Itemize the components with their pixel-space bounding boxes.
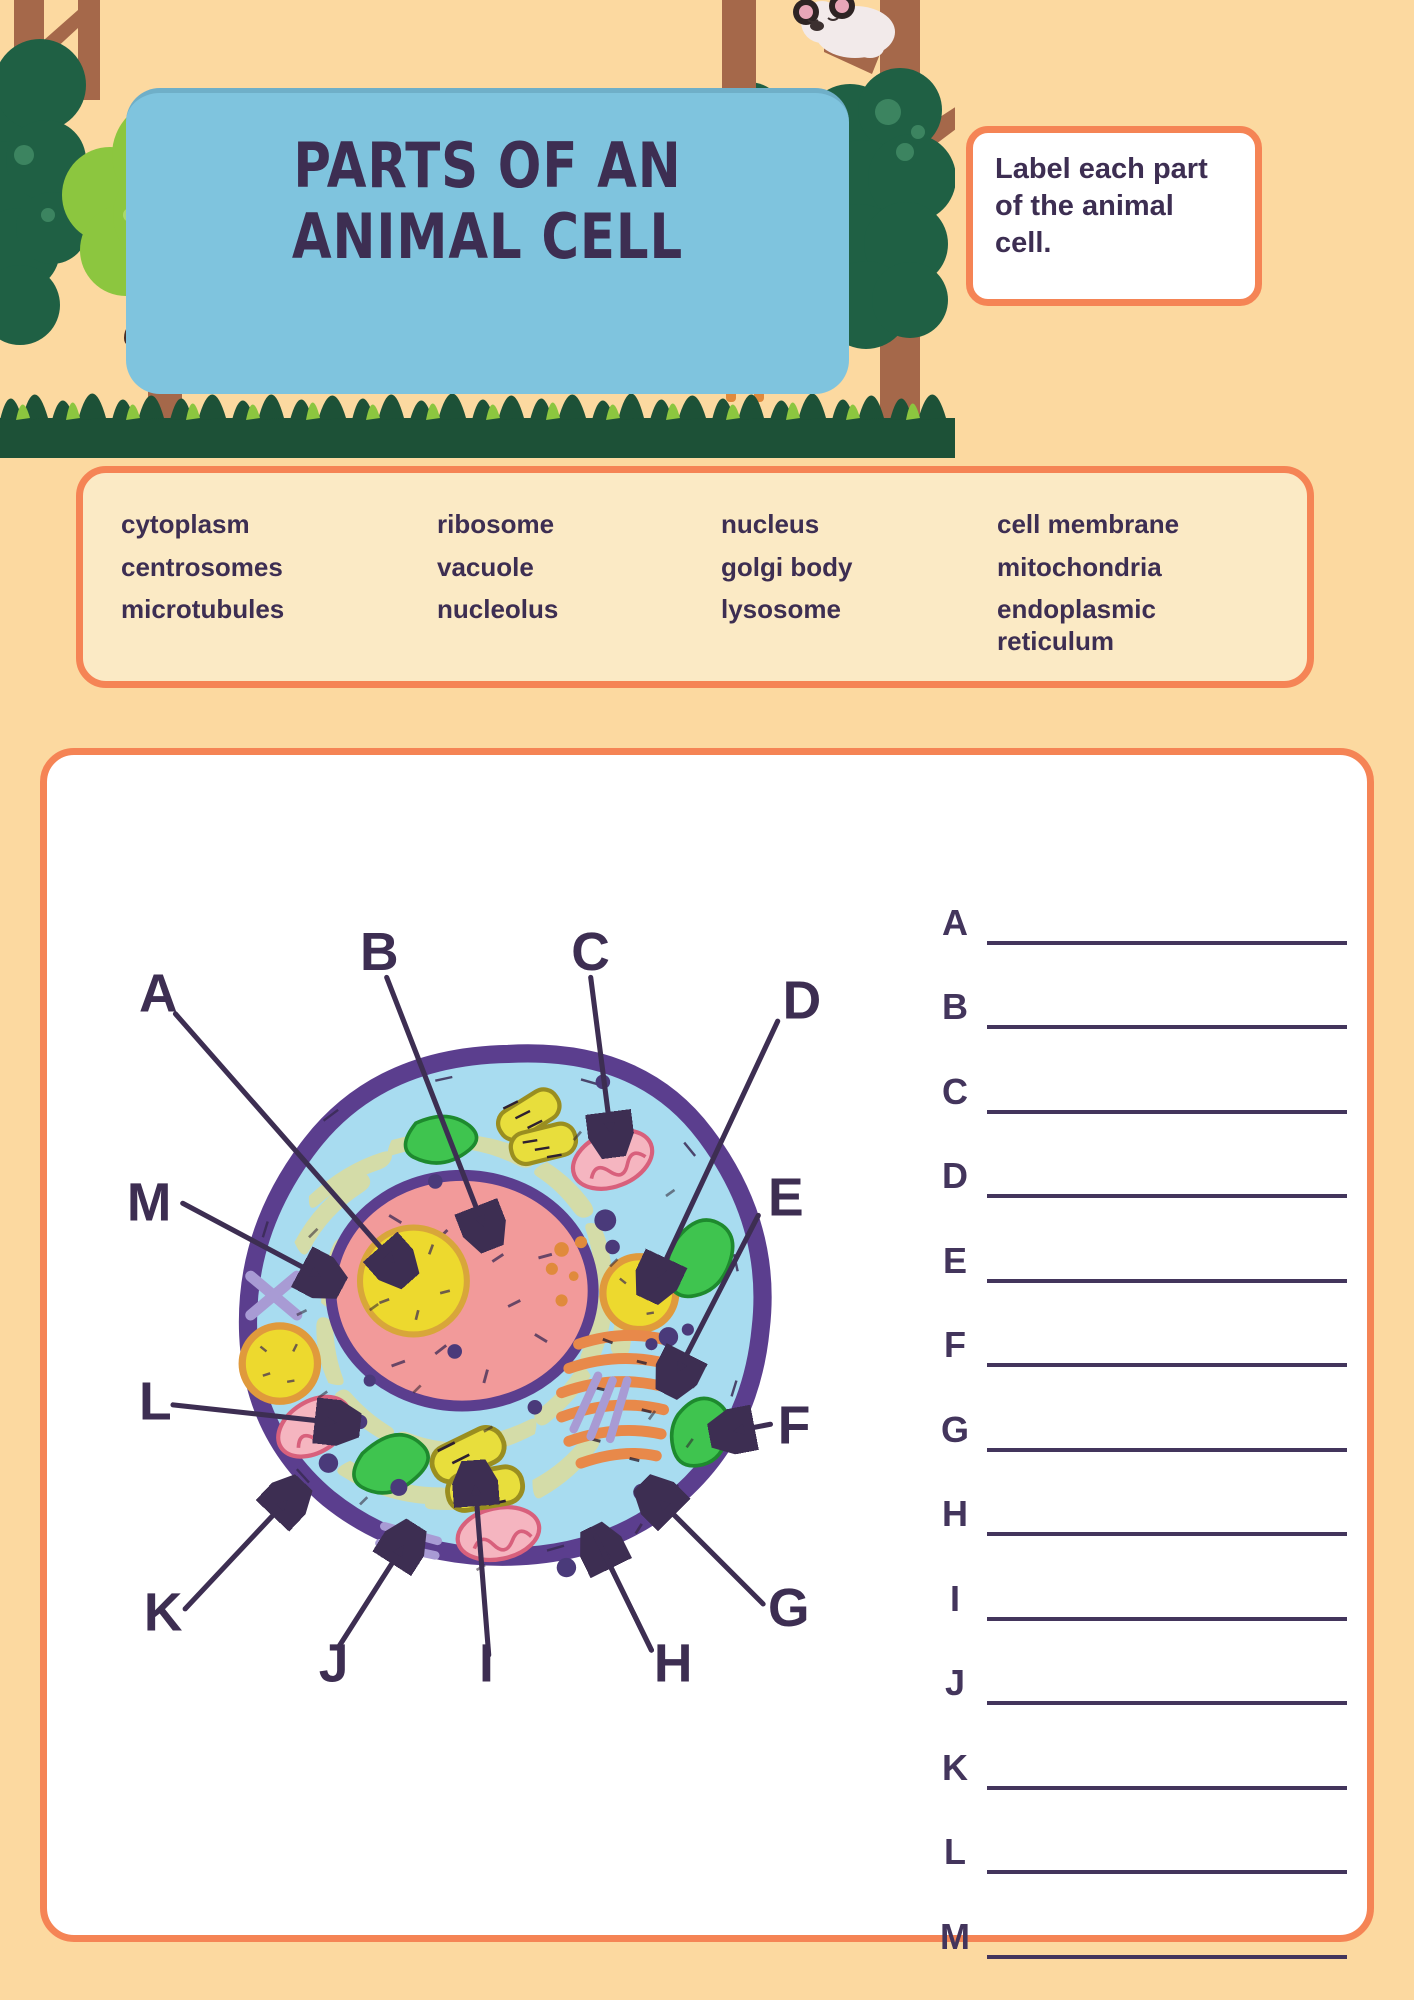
- answer-blank-C[interactable]: [987, 1110, 1347, 1114]
- word-bank-item[interactable]: centrosomes: [121, 551, 283, 582]
- answer-blank-I[interactable]: [987, 1617, 1347, 1621]
- diagram-label-J: J: [318, 1634, 349, 1694]
- answer-row: [927, 860, 1347, 945]
- answer-blank-L[interactable]: [987, 1870, 1347, 1874]
- word-bank-item[interactable]: endoplasmic reticulum: [997, 594, 1156, 657]
- answer-letter-L: L: [944, 1831, 966, 1872]
- answer-row: [927, 1705, 1347, 1790]
- page-title-line1: PARTS OF AN: [293, 129, 682, 202]
- vacuole: [242, 1326, 317, 1401]
- animal-cell-svg: [71, 765, 921, 1865]
- answer-letter-E: E: [942, 1239, 967, 1281]
- answer-row: [927, 1790, 1347, 1875]
- answer-blank-F[interactable]: [987, 1363, 1347, 1367]
- word-bank-item[interactable]: golgi body: [721, 551, 853, 582]
- answer-blank-E[interactable]: [987, 1279, 1347, 1283]
- answer-letter-I: I: [949, 1577, 960, 1619]
- answer-letter-M: M: [940, 1915, 970, 1957]
- leader-lines-plain: [596, 1536, 652, 1650]
- word-bank-grid: [121, 509, 1277, 658]
- diagram-label-E: E: [768, 1168, 804, 1228]
- word-bank-item[interactable]: lysosome: [721, 594, 841, 625]
- answer-row: [927, 1536, 1347, 1621]
- answer-blank-B[interactable]: [987, 1025, 1347, 1029]
- answer-letter-J: J: [944, 1662, 966, 1703]
- diagram-label-C: C: [571, 923, 610, 983]
- answer-row: [927, 1114, 1347, 1199]
- word-bank-item[interactable]: microtubules: [121, 594, 285, 625]
- answer-row: [927, 945, 1347, 1030]
- answer-letter-A: A: [942, 901, 968, 943]
- answer-letter-G: G: [940, 1408, 969, 1450]
- page-title: [155, 130, 820, 273]
- answer-blank-M[interactable]: [987, 1955, 1347, 1959]
- answer-letter-C: C: [942, 1070, 968, 1112]
- answer-row: [927, 1198, 1347, 1283]
- answer-letter-D: D: [942, 1155, 968, 1196]
- answer-blank-A[interactable]: [987, 941, 1347, 945]
- answer-row: [927, 1283, 1347, 1368]
- diagram-label-B: B: [360, 923, 399, 983]
- worksheet-card: [40, 748, 1374, 1957]
- diagram-label-D: D: [782, 971, 822, 1031]
- word-bank-item[interactable]: vacuole: [437, 551, 534, 582]
- answer-letter-F: F: [944, 1324, 966, 1365]
- answer-letter-K: K: [942, 1746, 968, 1788]
- answer-blank-K[interactable]: [987, 1786, 1347, 1790]
- diagram-label-A: A: [139, 964, 178, 1024]
- animal-cell-diagram: [71, 765, 921, 1865]
- answer-row: [927, 1367, 1347, 1452]
- word-bank-item[interactable]: nucleus: [721, 509, 820, 539]
- diagram-label-G: G: [768, 1578, 810, 1638]
- word-bank-item[interactable]: nucleolus: [437, 594, 559, 625]
- word-bank-item[interactable]: cytoplasm: [121, 509, 250, 539]
- diagram-label-H: H: [653, 1634, 693, 1694]
- answer-row: [927, 1874, 1347, 1959]
- answer-letter-B: B: [942, 986, 968, 1027]
- answer-blank-D[interactable]: [987, 1194, 1347, 1198]
- diagram-label-F: F: [777, 1396, 811, 1456]
- answer-row: [927, 1029, 1347, 1114]
- diagram-label-K: K: [143, 1583, 183, 1643]
- page-title-line2: ANIMAL CELL: [291, 200, 684, 274]
- answer-row: [927, 1452, 1347, 1537]
- answer-blank-H[interactable]: [987, 1532, 1347, 1536]
- word-bank: [76, 466, 1314, 688]
- diagram-label-M: M: [126, 1173, 172, 1233]
- answer-blank-J[interactable]: [987, 1701, 1347, 1705]
- answer-letter-H: H: [942, 1493, 968, 1534]
- diagram-label-L: L: [139, 1372, 172, 1432]
- word-bank-item[interactable]: cell membrane: [997, 509, 1180, 539]
- word-bank-item[interactable]: ribosome: [437, 509, 555, 539]
- diagram-label-I: I: [479, 1634, 494, 1694]
- instruction-box: [966, 126, 1262, 306]
- answer-blank-G[interactable]: [987, 1448, 1347, 1452]
- answer-row: [927, 1621, 1347, 1706]
- answer-lines: [927, 860, 1347, 1959]
- instruction-text: Label each part of the animal cell.: [995, 153, 1208, 260]
- word-bank-item[interactable]: mitochondria: [997, 551, 1162, 582]
